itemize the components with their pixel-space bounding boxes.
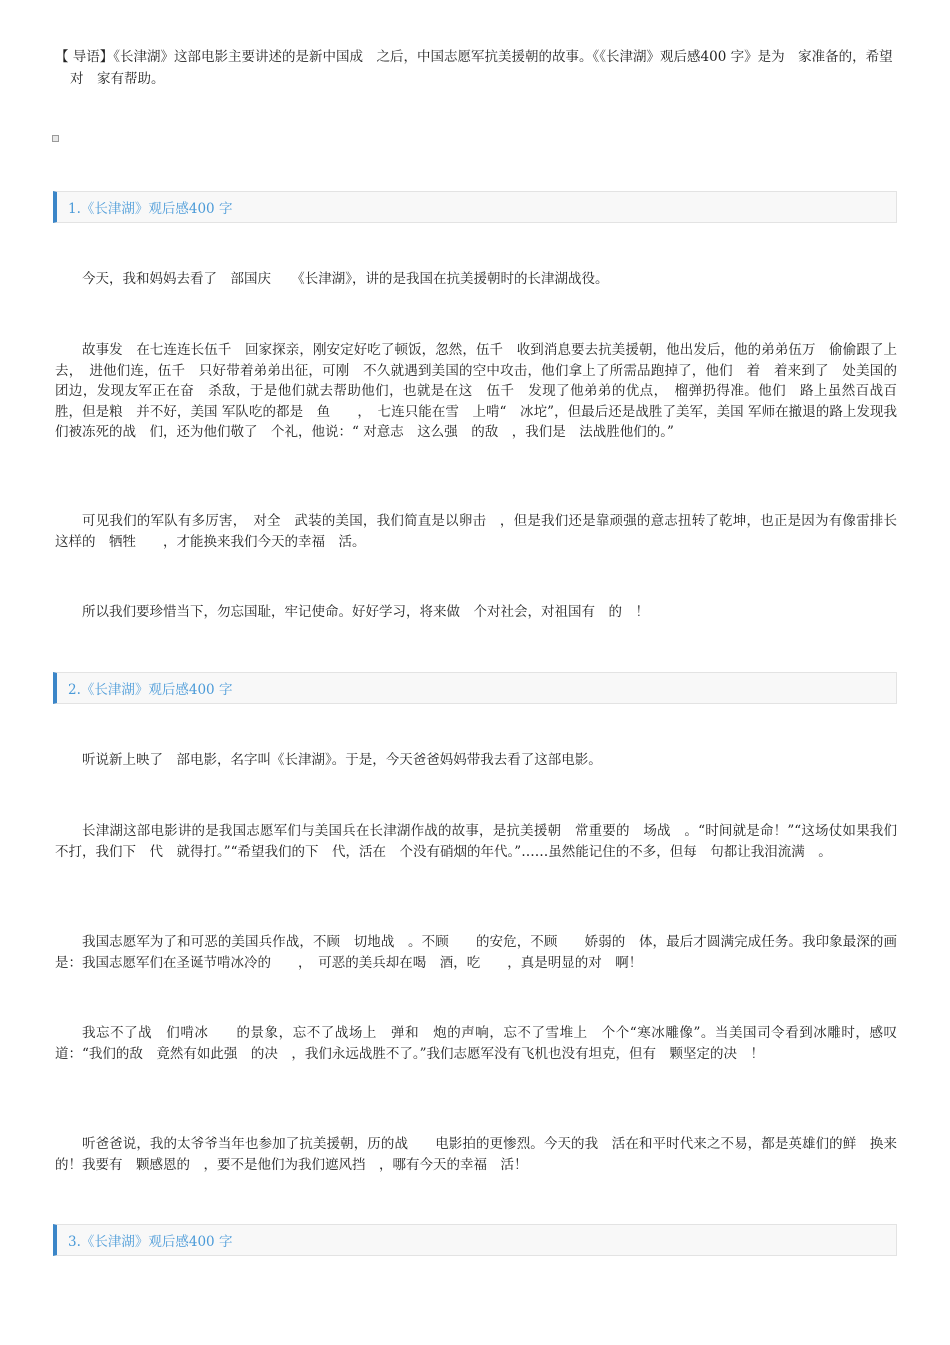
paragraph: 我国志愿军为了和可恶的美国兵作战，不顾 切地战 。不顾 的安危，不顾 娇弱的 体，最后才圆满完成任务。我印象最深的画 是：我国志愿军们在圣诞节啃冰冷的 ， 可恶的美兵却在喝 酒，吃 ，真是明显的对 啊！ bbox=[55, 934, 911, 971]
intro-paragraph: 【 导语】《长津湖》这部电影主要讲述的是新中国成 之后，中国志愿军抗美援朝的故事。《《长津湖》观后感400 字》是为 家准备的，希望对 家有帮助。 bbox=[55, 49, 893, 87]
paragraph: 故事发 在七连连长伍千 回家探亲，刚安定好吃了顿饭，忽然，伍千 收到消息要去抗美援朝，他出发后，他的弟弟伍万 偷偷跟了上去， 进他们连，伍千 只好带着弟弟出征，可刚 不久就遇到美国的空中攻击，他们拿上了所需品跑掉了，他们 着 着来到了 处美国的团边，发现友军正在奋 杀敌，于是他们就去帮助他们，也就是在这 伍千 发现了他弟弟的优点， 榴弹扔得准。他们 路上虽然百战百胜，但是粮 并不好，美国 军队吃的都是 鱼 ， 七连只能在雪 上啃“ 冰坨”，但最后还是战胜了美军，美国 军师在撤退的路上发现我们被冻死的战 们，还为他们敬了 个礼，他说：“ 对意志 这么强 的敌 ，我们是 法战胜他们的。” bbox=[55, 342, 897, 440]
section-heading-3 bbox=[53, 1224, 897, 1256]
broken-image-icon bbox=[52, 135, 59, 142]
paragraph: 听说新上映了 部电影，名字叫《长津湖》。于是，今天爸爸妈妈带我去看了这部电影。 bbox=[82, 752, 602, 768]
paragraph: 听爸爸说，我的太爷爷当年也参加了抗美援朝，历的战 电影拍的更惨烈。今天的我 活在和平时代来之不易，都是英雄们的鲜 换来的！我要有 颗感恩的 ，要不是他们为我们遮风挡 ，哪有今天的幸福 活！ bbox=[55, 1136, 897, 1173]
paragraph: 可见我们的军队有多厉害， 对全 武装的美国，我们简直是以卵击 ，但是我们还是靠顽强的意志扭转了乾坤，也正是因为有像雷排长这样的 牺牲 ，才能换来我们今天的幸福 活。 bbox=[55, 513, 897, 550]
section-heading-2 bbox=[53, 672, 897, 704]
section-title: 3.《长津湖》观后感400 字 bbox=[68, 1234, 233, 1250]
paragraph: 我忘不了战 们啃冰 的景象，忘不了战场上 弹和 炮的声响，忘不了雪堆上 个个“寒冰雕像”。当美国司令看到冰雕时，感叹道：“我们的敌 竟然有如此强 的决 ，我们永远战胜不了。”我们志愿军没有飞机也没有坦克，但有 颗坚定的决 ！ bbox=[55, 1025, 897, 1062]
section-heading-1 bbox=[53, 191, 897, 223]
section-title: 1.《长津湖》观后感400 字 bbox=[68, 201, 233, 217]
paragraph: 今天，我和妈妈去看了 部国庆 《长津湖》，讲的是我国在抗美援朝时的长津湖战役。 bbox=[82, 271, 609, 287]
section-title: 2.《长津湖》观后感400 字 bbox=[68, 682, 233, 698]
paragraph: 长津湖这部电影讲的是我国志愿军们与美国兵在长津湖作战的故事，是抗美援朝 常重要的 场战 。“时间就是命！”“这场仗如果我们不打，我们下 代 就得打。”“希望我们的下 代，活在 个没有硝烟的年代。”……虽然能记住的不多，但每 句都让我泪流满 。 bbox=[55, 823, 897, 860]
paragraph: 所以我们要珍惜当下，勿忘国耻，牢记使命。好好学习，将来做 个对社会，对祖国有 的 ！ bbox=[82, 604, 649, 620]
